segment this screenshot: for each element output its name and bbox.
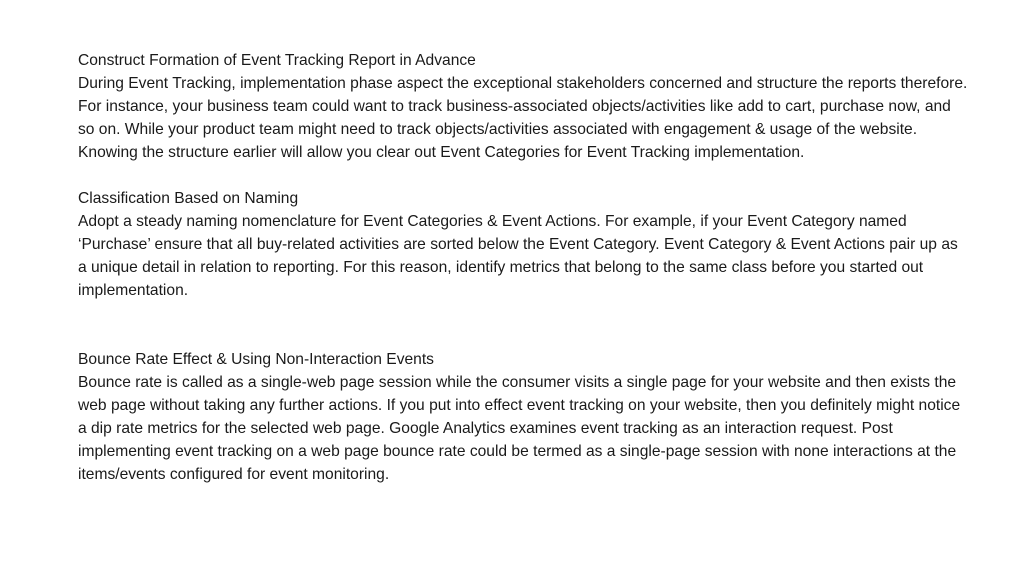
section-paragraph: During Event Tracking, implementation phase aspect the exceptional stakeholders concerned and structure the reports therefore. For instance, your business team could want to track business-associated objects/activities like add to cart, purchase now, and so on. While your product team might need to track objects/activities associated with engagement & usage of the website. <box>78 75 968 138</box>
slide-body <box>78 49 968 486</box>
section-heading: Construct Formation of Event Tracking Report in Advance <box>78 52 476 69</box>
section-classification-naming <box>78 187 968 302</box>
section-bounce-rate <box>78 348 968 486</box>
section-heading: Classification Based on Naming <box>78 190 299 207</box>
paragraph-spacer <box>78 302 968 348</box>
section-heading: Bounce Rate Effect & Using Non-Interaction Events <box>78 351 434 368</box>
section-paragraph: Adopt a steady naming nomenclature for Event Categories & Event Actions. For example, if your Event Category named ‘Purchase’ ensure that all buy-related activities are sorted below the Event Category. Event Category & Event Actions pair up as a unique detail in relation to reporting. For this reason, identify metrics that belong to the same class before you started out implementation. <box>78 213 958 299</box>
section-paragraph: Bounce rate is called as a single-web page session while the consumer visits a single page for your website and then exists the web page without taking any further actions. If you put into effect event tracking on your website, then you definitely might notice a dip rate metrics for the selected web page. Google Analytics examines event tracking as an interaction request. Post implementing event tracking on a web page bounce rate could be termed as a single-page session with none interactions at the items/events configured for event monitoring. <box>78 374 961 483</box>
section-paragraph: Knowing the structure earlier will allow you clear out Event Categories for Event Tracking implementation. <box>78 144 805 161</box>
paragraph-spacer <box>78 164 968 187</box>
section-event-tracking-report <box>78 49 968 164</box>
